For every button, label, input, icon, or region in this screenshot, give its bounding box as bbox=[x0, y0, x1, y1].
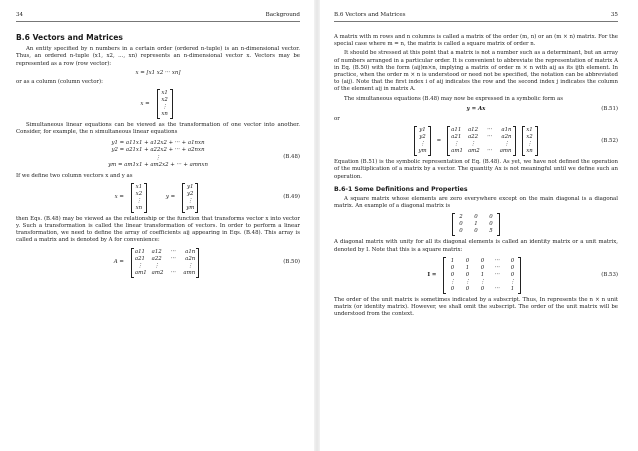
eq51-text: y = Ax bbox=[466, 105, 486, 112]
matrix-cell: 0 bbox=[480, 285, 485, 292]
matrix-cell: 0 bbox=[510, 257, 515, 264]
left-running-header bbox=[16, 12, 300, 22]
right-running-head: B.6 Vectors and Matrices bbox=[334, 12, 406, 18]
matrix-cell: ym bbox=[186, 204, 195, 211]
y-vector-matrix bbox=[182, 183, 198, 213]
matrix-cell: 1 bbox=[465, 264, 470, 271]
matrix-cell: x1 bbox=[526, 127, 533, 134]
matrix-cell: y1 bbox=[419, 127, 426, 134]
right-page-number: 35 bbox=[610, 12, 618, 18]
row-vector-equation: x = [x1 x2 ··· xn] bbox=[135, 69, 181, 76]
x-vector-matrix bbox=[131, 183, 147, 213]
matrix-cell: x1 bbox=[135, 183, 143, 190]
left-para-2: or as a column (column vector): bbox=[16, 79, 103, 86]
matrix-cell: a12 bbox=[467, 127, 479, 134]
matrix-cell: ⋮ bbox=[470, 141, 476, 148]
equation-number-b49: (B.49) bbox=[283, 194, 300, 201]
left-page-number: 34 bbox=[16, 12, 24, 18]
matrix-cell: xn bbox=[526, 148, 533, 155]
right-page bbox=[334, 12, 618, 442]
matrix-cell: 2 bbox=[459, 214, 463, 221]
matrix-cell bbox=[492, 279, 502, 286]
matrix-cell: ⋮ bbox=[479, 278, 486, 285]
matrix-cell: 0 bbox=[465, 285, 470, 292]
equation-number-b50: (B.50) bbox=[283, 259, 300, 266]
matrix-cell: x1 bbox=[161, 90, 168, 97]
matrix-cell: am1 bbox=[451, 148, 463, 155]
matrix-cell: 0 bbox=[480, 264, 485, 271]
col-vector-label: x = bbox=[140, 100, 150, 107]
matrix-cell: a21 bbox=[451, 134, 462, 141]
left-para-3: Simultaneous linear equations can be viewed as the transformation of one vector into another. Consider, for example, the n simultaneous linear equations bbox=[16, 122, 300, 136]
matrix-cell: ··· bbox=[494, 285, 501, 292]
matrix-cell bbox=[485, 141, 495, 148]
left-para-4: If we define two column vectors x and y as bbox=[16, 172, 133, 179]
matrix-cell: ⋮ bbox=[161, 104, 168, 111]
matrix-cell: 0 bbox=[489, 221, 493, 228]
matrix-cell: ··· bbox=[170, 248, 176, 255]
right-running-header bbox=[334, 12, 618, 22]
linear-eq-line: y2 = a21x1 + a22x2 + ··· + a2nxn bbox=[111, 147, 205, 154]
a-matrix-b52 bbox=[447, 126, 515, 156]
equation-number-b52: (B.52) bbox=[601, 137, 618, 144]
right-para-7: The order of the unit matrix is sometimes indicated by a subscript. Thus, In represents the n × n unit matrix (or identity matrix). However, we shall omit the subscript. The order of the unit matrix will be understood from the context. bbox=[334, 296, 618, 318]
matrix-cell: ··· bbox=[487, 134, 493, 141]
linear-equations-b48 bbox=[16, 140, 300, 170]
matrix-cell: a21 bbox=[134, 255, 145, 262]
matrix-cell: 0 bbox=[510, 271, 515, 278]
matrix-cell: ⋮ bbox=[464, 278, 471, 285]
linear-eq-line: ym = am1x1 + am2x2 + ··· + amnxn bbox=[108, 162, 208, 169]
y-vector-matrix-b52 bbox=[414, 126, 430, 156]
equation-number-b48: (B.48) bbox=[283, 153, 300, 160]
matrix-cell: ⋮ bbox=[449, 278, 456, 285]
matrix-cell: ··· bbox=[170, 269, 176, 276]
matrix-cell: xn bbox=[161, 111, 168, 118]
matrix-cell: ··· bbox=[170, 255, 176, 262]
column-vector-equation bbox=[16, 89, 300, 119]
diagonal-matrix bbox=[452, 213, 500, 236]
left-page bbox=[16, 12, 300, 442]
right-para-1: A matrix with m rows and n columns is called a matrix of the order (m, n) or an (m × n) matrix. For the special case where m = n, the matrix is called a square matrix of order n. bbox=[334, 34, 618, 48]
matrix-cell: a22 bbox=[151, 255, 162, 262]
matrix-cell: x2 bbox=[135, 190, 143, 197]
matrix-cell: 1 bbox=[480, 271, 485, 278]
matrix-cell: 0 bbox=[450, 264, 455, 271]
matrix-cell: 0 bbox=[474, 228, 478, 235]
matrix-cell: ⋮ bbox=[503, 141, 510, 148]
matrix-cell: 0 bbox=[480, 257, 485, 264]
matrix-cell: a22 bbox=[467, 134, 479, 141]
matrix-cell: 5 bbox=[489, 228, 493, 235]
left-para-5: then Eqs. (B.48) may be viewed as the relationship or the function that transforms vector x into vector y. Such a transformation is called the linear transformation of vectors. In order to perform a linear transformation, we need to define the array of coefficients aij appearing in Eqs. (B.48). This array is called a matrix and is denoted by A for convenience: bbox=[16, 215, 300, 244]
vectors-xy-equation bbox=[16, 183, 300, 213]
or-text: or bbox=[334, 116, 340, 123]
matrix-cell: 0 bbox=[510, 264, 515, 271]
matrix-cell: ··· bbox=[494, 257, 501, 264]
matrix-cell: a1n bbox=[185, 248, 196, 255]
linear-eq-line: ⋮ bbox=[155, 154, 161, 161]
matrix-cell: x2 bbox=[526, 134, 533, 141]
matrix-cell: a2n bbox=[185, 255, 196, 262]
matrix-cell: 0 bbox=[459, 228, 463, 235]
matrix-cell: am2 bbox=[151, 269, 164, 276]
matrix-a-equation bbox=[16, 248, 300, 278]
matrix-cell: amn bbox=[499, 148, 512, 155]
matrix-cell: amn bbox=[183, 269, 196, 276]
matrix-cell: 1 bbox=[474, 221, 478, 228]
a-matrix bbox=[131, 248, 199, 278]
identity-matrix-equation bbox=[334, 257, 618, 294]
matrix-cell: a12 bbox=[151, 248, 162, 255]
diagonal-matrix-example bbox=[334, 213, 618, 236]
matrix-cell: ⋮ bbox=[419, 141, 426, 148]
matrix-cell: 0 bbox=[489, 214, 493, 221]
left-para-1: An entity specified by n numbers in a certain order (ordered n-tuple) is an n-dimensional vector. Thus, an ordered n-tuple (x1, x2, ..., xn) represents an n-dimensional vector x. Vectors may be represented as a row (row vector): bbox=[16, 46, 300, 67]
identity-matrix bbox=[443, 257, 521, 294]
x-vector-label: x = bbox=[114, 194, 124, 201]
a-matrix-label: A = bbox=[113, 259, 124, 266]
matrix-cell: ··· bbox=[487, 148, 493, 155]
equation-number-b51: (B.51) bbox=[601, 105, 618, 112]
matrix-cell bbox=[168, 263, 178, 270]
matrix-cell: y2 bbox=[186, 190, 194, 197]
matrix-cell: ym bbox=[418, 148, 427, 155]
matrix-cell: xn bbox=[135, 204, 143, 211]
matrix-cell: 0 bbox=[465, 257, 470, 264]
matrix-cell: ··· bbox=[494, 264, 501, 271]
right-para-2: It should be stressed at this point that a matrix is not a number such as a determinant, but an array of numbers arranged in a particular order. It is convenient to abbreviate the representation of matrix A in Eq. (B.50) with the form (aij)m×n, implying a matrix of order m × n with aij as its ijth element. In practice, when the order m × n is understood or need not be specified, the notation can be abbreviated to (aij). Note that the first index i of aij indicates the row and the second index j indicates the column of the element aij in matrix A. bbox=[334, 50, 618, 93]
matrix-cell: a2n bbox=[501, 134, 512, 141]
matrix-cell: ⋮ bbox=[136, 197, 142, 204]
matrix-cell: a11 bbox=[451, 127, 462, 134]
equation-number-b53: (B.53) bbox=[601, 271, 618, 278]
matrix-cell: am2 bbox=[467, 148, 480, 155]
matrix-cell: ··· bbox=[487, 127, 493, 134]
subsection-title: B.6-1 Some Definitions and Properties bbox=[334, 185, 468, 193]
linear-eq-line: y1 = a11x1 + a12x2 + ··· + a1nxn bbox=[111, 139, 205, 146]
equation-b51 bbox=[334, 106, 618, 113]
matrix-cell: ⋮ bbox=[453, 141, 459, 148]
right-para-5: A square matrix whose elements are zero everywhere except on the main diagonal is a diagonal matrix. An example of a diagonal matrix is bbox=[334, 196, 618, 210]
matrix-cell: 1 bbox=[450, 257, 455, 264]
matrix-cell: ⋮ bbox=[526, 141, 533, 148]
matrix-cell: 0 bbox=[459, 221, 463, 228]
book-gutter bbox=[314, 0, 320, 451]
col-vector-matrix bbox=[157, 89, 173, 119]
matrix-cell: ⋮ bbox=[137, 262, 143, 269]
i-matrix-label: I = bbox=[427, 271, 437, 278]
matrix-cell: ··· bbox=[494, 271, 501, 278]
right-para-3: The simultaneous equations (B.48) may now be expressed in a symbolic form as bbox=[344, 95, 563, 102]
matrix-cell: 0 bbox=[450, 285, 455, 292]
matrix-cell: ⋮ bbox=[153, 262, 160, 269]
right-para-6: A diagonal matrix with unity for all its diagonal elements is called an identity matrix or a unit matrix, denoted by I. Note that this is a square matrix: bbox=[334, 239, 618, 253]
matrix-cell: 0 bbox=[450, 271, 455, 278]
section-title: B.6 Vectors and Matrices bbox=[16, 33, 123, 42]
matrix-cell: ⋮ bbox=[509, 278, 516, 285]
matrix-cell: y1 bbox=[186, 183, 194, 190]
x-vector-matrix-b52 bbox=[522, 126, 538, 156]
matrix-cell: 0 bbox=[465, 271, 470, 278]
matrix-cell: ⋮ bbox=[187, 262, 193, 269]
matrix-cell: 0 bbox=[474, 214, 478, 221]
equation-b52: y1 y2 ⋮ ym = a11 a12 ··· a1n a21 a22 ··· a2n ⋮ ⋮ ⋮ am1 am2 ··· amn x1 x2 ⋮ xn (B.52) bbox=[334, 126, 618, 156]
matrix-cell: a11 bbox=[134, 248, 145, 255]
matrix-cell: ⋮ bbox=[187, 197, 193, 204]
left-running-head: Background bbox=[265, 12, 300, 18]
matrix-cell: am1 bbox=[134, 269, 147, 276]
matrix-cell: y2 bbox=[419, 134, 426, 141]
matrix-cell: 1 bbox=[510, 285, 515, 292]
y-vector-label: y = bbox=[165, 194, 176, 201]
matrix-cell: x2 bbox=[161, 97, 168, 104]
right-para-4: Equation (B.51) is the symbolic representation of Eq. (B.48). As yet, we have not defined the operation of the multiplication of a matrix by a vector. The quantity Ax is not meaningful until we define such an operation. bbox=[334, 159, 618, 180]
matrix-cell: a1n bbox=[501, 127, 512, 134]
